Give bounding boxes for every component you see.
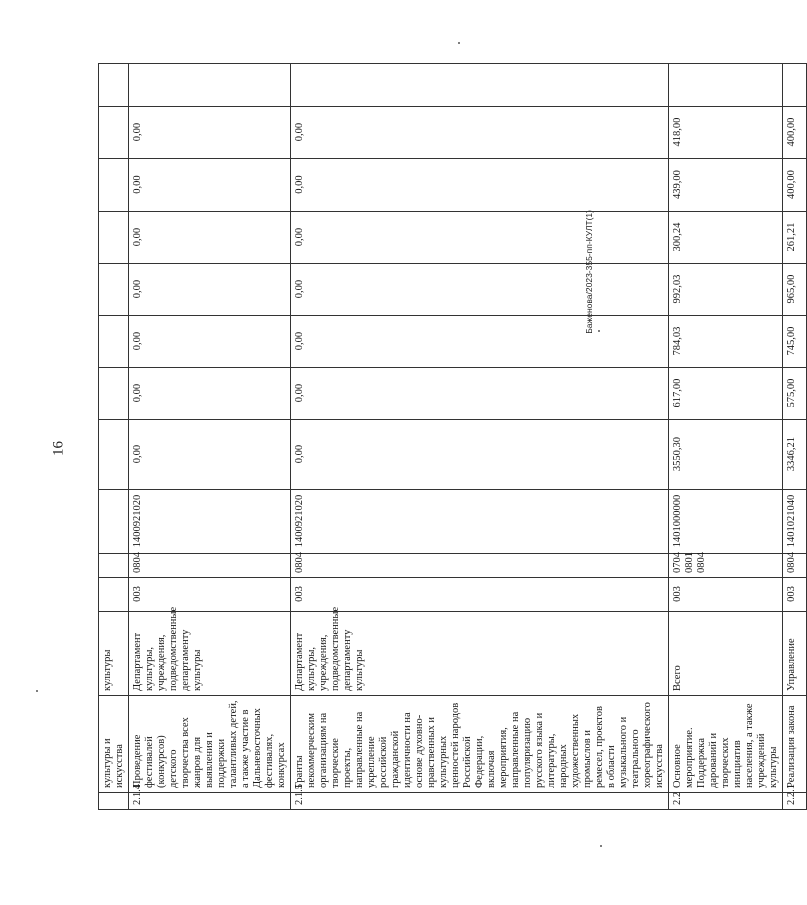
activity-name: Проведение фестивалей (конкурсов) детского творчества всех жанров для выявления и поддержки талантливых детей, а также участие в Дальневосточных фестивалях, конкурсах <box>129 696 291 793</box>
scan-speck <box>36 690 38 692</box>
rzpr-code-line: 0704 <box>672 552 683 573</box>
csr-code: 1401021040 <box>783 490 807 554</box>
row-number: 2.1.4 <box>129 793 291 810</box>
value-cell: 3346,21 <box>783 420 807 490</box>
scan-speck <box>600 845 602 847</box>
value-cell: 0,00 <box>291 107 669 159</box>
value-cell: 400,00 <box>783 159 807 212</box>
grbs-code: 003 <box>669 578 783 612</box>
value-cell: 0,00 <box>291 159 669 212</box>
activity-name: Основное мероприятие. Поддержка дарований и творческих инициатив населения, а также учреждений культуры <box>669 696 783 793</box>
activity-name: Реализация закона <box>783 696 807 793</box>
rzpr-code-line: 0801 <box>684 552 695 573</box>
value-cell: 0,00 <box>129 316 291 368</box>
value-cell: 300,24 <box>669 212 783 264</box>
row-number: 2.2.1 <box>783 793 807 810</box>
value-cell: 0,00 <box>129 107 291 159</box>
document-code: Баженова/2023-355-пп-КУЛТ(1) <box>584 210 594 334</box>
table-row <box>291 64 669 810</box>
value-cell: 0,00 <box>291 316 669 368</box>
rzpr-code <box>99 554 129 578</box>
rzpr-code: 0804 <box>783 554 807 578</box>
table-row <box>783 64 807 810</box>
value-cell: 992,03 <box>669 264 783 316</box>
value-cell: 418,00 <box>669 107 783 159</box>
value-cell: 0,00 <box>129 159 291 212</box>
csr-code: 1401000000 <box>669 490 783 554</box>
rzpr-code: 0804 <box>291 554 669 578</box>
table-row <box>99 64 129 810</box>
value-cell: 575,00 <box>783 368 807 420</box>
grbs-code: 003 <box>783 578 807 612</box>
row-number: 2.2 <box>669 793 783 810</box>
executor: Департамент культуры, учреждения, подведомственные департаменту культуры <box>291 612 669 696</box>
budget-table <box>98 63 807 810</box>
scan-speck <box>458 42 460 44</box>
value-cell: 965,00 <box>783 264 807 316</box>
value-cell: 0,00 <box>129 368 291 420</box>
grbs-code: 003 <box>291 578 669 612</box>
value-cell <box>99 316 129 368</box>
value-cell: 0,00 <box>291 264 669 316</box>
value-cell: 439,00 <box>669 159 783 212</box>
value-cell <box>99 264 129 316</box>
value-cell: 0,00 <box>129 420 291 490</box>
row-number: 2.1.5 <box>291 793 669 810</box>
table-row <box>669 64 783 810</box>
page-number: 16 <box>50 441 67 456</box>
empty-cell <box>129 64 291 107</box>
grbs-code <box>99 578 129 612</box>
executor: культуры <box>99 612 129 696</box>
value-cell <box>99 368 129 420</box>
csr-code: 1400921020 <box>129 490 291 554</box>
activity-name: культуры и искусства <box>99 696 129 793</box>
value-cell: 0,00 <box>291 420 669 490</box>
empty-cell <box>669 64 783 107</box>
value-cell: 0,00 <box>129 212 291 264</box>
rzpr-code <box>669 554 783 578</box>
value-cell <box>99 420 129 490</box>
value-cell: 745,00 <box>783 316 807 368</box>
empty-cell <box>291 64 669 107</box>
rzpr-code: 0804 <box>129 554 291 578</box>
csr-code: 1400921020 <box>291 490 669 554</box>
row-number <box>99 793 129 810</box>
executor: Управление <box>783 612 807 696</box>
grbs-code: 003 <box>129 578 291 612</box>
value-cell <box>99 159 129 212</box>
value-cell: 0,00 <box>129 264 291 316</box>
executor: Департамент культуры, учреждения, подведомственные департаменту культуры <box>129 612 291 696</box>
value-cell: 3550,30 <box>669 420 783 490</box>
activity-name: Гранты некоммерческим организациям на творческие проекты, направленные на укрепление российской гражданской идентичности на основе духовно-нравственных и культурных ценностей народов Российской Федерации, включая мероприятия, направленные на популяризацию русского языка и литературы, народных художественных промыслов и ремесел, проектов в области музыкального и театрального хореографического искусства <box>291 696 669 793</box>
table-row <box>129 64 291 810</box>
value-cell: 400,00 <box>783 107 807 159</box>
value-cell <box>99 212 129 264</box>
value-cell: 0,00 <box>291 368 669 420</box>
rzpr-code-line: 0804 <box>696 552 707 573</box>
value-cell: 0,00 <box>291 212 669 264</box>
csr-code <box>99 490 129 554</box>
executor: Всего <box>669 612 783 696</box>
value-cell: 784,03 <box>669 316 783 368</box>
value-cell <box>99 107 129 159</box>
value-cell: 261,21 <box>783 212 807 264</box>
empty-cell <box>99 64 129 107</box>
empty-cell <box>783 64 807 107</box>
value-cell: 617,00 <box>669 368 783 420</box>
